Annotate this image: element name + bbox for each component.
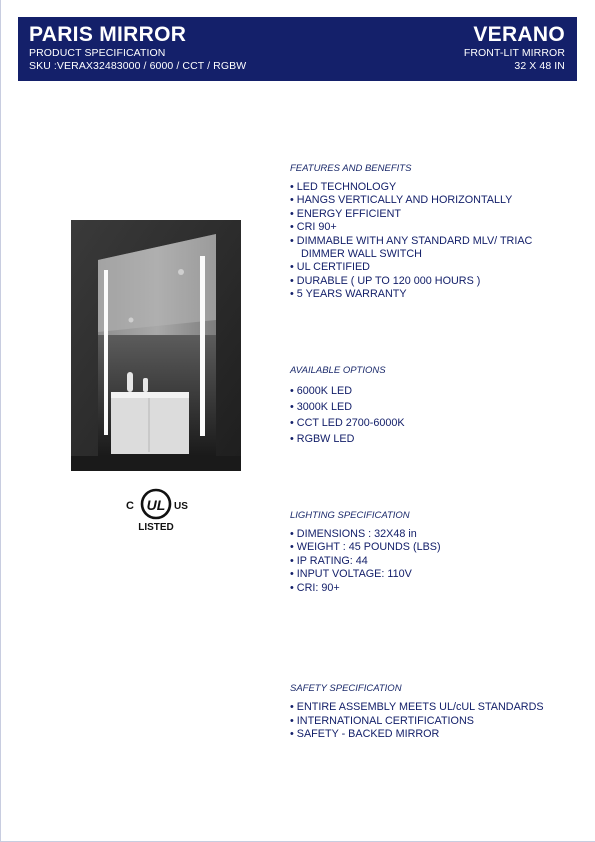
lighting-title: LIGHTING SPECIFICATION <box>290 510 410 521</box>
ul-listed-logo <box>123 484 189 534</box>
feature-item: • LED TECHNOLOGY <box>290 181 397 193</box>
options-section <box>290 365 585 447</box>
lighting-item: • WEIGHT : 45 POUNDS (LBS) <box>290 541 441 554</box>
header-left <box>29 23 246 73</box>
feature-item-continued: DIMMER WALL SWITCH <box>301 248 422 261</box>
header-right <box>464 23 565 73</box>
feature-item: • 5 YEARS WARRANTY <box>290 288 407 301</box>
option-item: • 6000K LED <box>290 385 353 397</box>
options-title: AVAILABLE OPTIONS <box>290 365 386 376</box>
option-item: • RGBW LED <box>290 433 355 445</box>
product-type: FRONT-LIT MIRROR <box>463 47 565 59</box>
safety-item: • ENTIRE ASSEMBLY MEETS UL/cUL STANDARDS <box>290 701 544 713</box>
brand-name: VERANO <box>473 23 565 46</box>
lighting-item: • IP RATING: 44 <box>290 554 368 567</box>
features-section <box>290 163 585 302</box>
safety-section <box>290 683 585 742</box>
features-title: FEATURES AND BENEFITS <box>290 163 412 174</box>
product-title: PARIS MIRROR <box>29 23 187 46</box>
lighting-section <box>290 510 585 595</box>
feature-item: • UL CERTIFIED <box>290 261 370 274</box>
header-banner <box>18 17 577 81</box>
mirror-illustration <box>71 220 241 471</box>
safety-title: SAFETY SPECIFICATION <box>290 683 402 694</box>
sku-line: SKU :VERAX32483000 / 6000 / CCT / RGBW <box>29 60 247 72</box>
lighting-item: • CRI: 90+ <box>290 581 340 594</box>
safety-item: • SAFETY - BACKED MIRROR <box>290 728 440 741</box>
feature-item: • ENERGY EFFICIENT <box>290 207 401 220</box>
lighting-item: • DIMENSIONS : 32X48 in <box>290 528 417 540</box>
option-item: • 3000K LED <box>290 401 353 413</box>
lighting-item: • INPUT VOLTAGE: 110V <box>290 568 412 581</box>
feature-item: • DIMMABLE WITH ANY STANDARD MLV/ TRIAC <box>290 234 533 247</box>
safety-item: • INTERNATIONAL CERTIFICATIONS <box>290 714 474 727</box>
product-size: 32 X 48 IN <box>514 60 565 72</box>
ul-mark-ul: UL <box>146 497 166 513</box>
spec-subtitle: PRODUCT SPECIFICATION <box>29 47 166 59</box>
product-photo <box>71 220 241 471</box>
feature-item: • HANGS VERTICALLY AND HORIZONTALLY <box>290 194 513 207</box>
feature-item: • CRI 90+ <box>290 221 337 234</box>
feature-item: • DURABLE ( UP TO 120 000 HOURS ) <box>290 274 481 287</box>
ul-listed-label: LISTED <box>138 522 174 533</box>
ul-mark-us: US <box>174 501 188 512</box>
ul-mark-c: C <box>126 500 134 512</box>
option-item: • CCT LED 2700-6000K <box>290 417 405 429</box>
